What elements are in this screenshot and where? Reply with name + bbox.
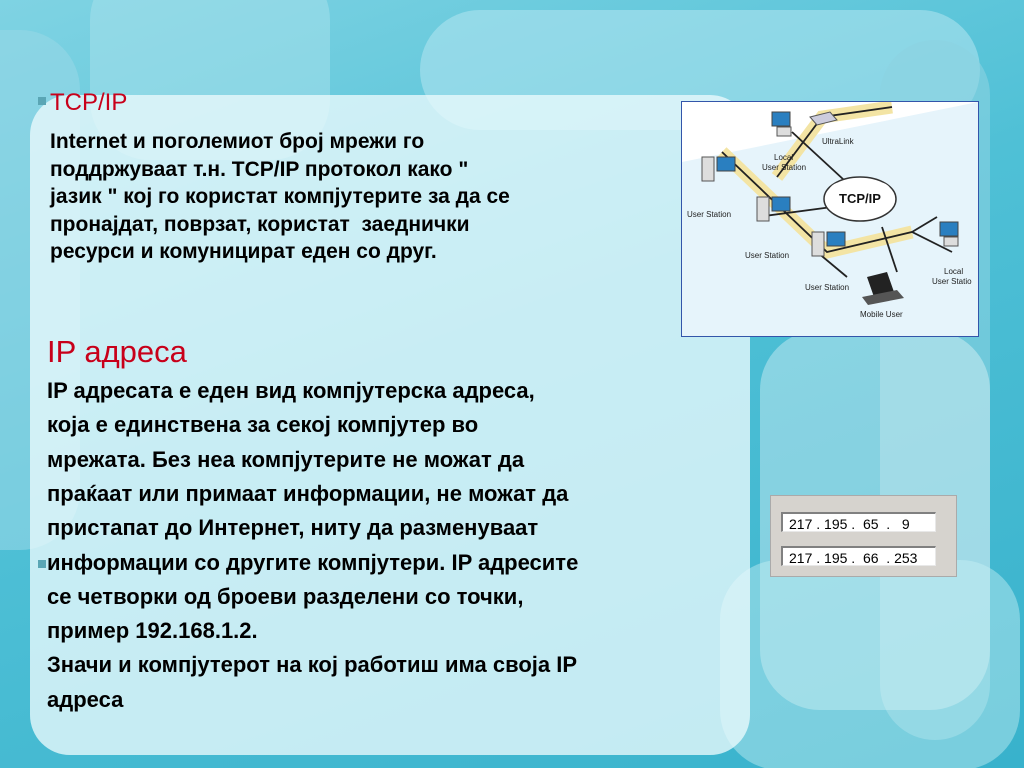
user-station-label: User Station	[745, 251, 790, 260]
ip-body-line: пристапат до Интернет, ниту да разменуваат	[47, 515, 539, 541]
local-station-label: Local User Statio	[932, 267, 972, 286]
tcp-ip-label: TCP/IP	[839, 191, 881, 206]
tcp-body-line: пронајдат, поврзат, користат заеднички	[50, 212, 470, 236]
network-diagram-image	[681, 101, 979, 337]
bullet-marker	[38, 97, 46, 105]
ip-body-line: мрежата. Без неа компјутерите не можат да	[47, 446, 525, 472]
ip-body-line: Значи и компјутерот на кој работиш има своја IP	[47, 652, 578, 678]
tcp-body-line: Internet и поголемиот број мрежи го	[50, 130, 425, 153]
bullet-marker	[38, 560, 46, 568]
user-station-label: User Station	[687, 210, 732, 219]
local-station-label: Local User Station	[762, 153, 807, 172]
ip-body-line: адреса	[47, 686, 124, 712]
tcp-body-line: поддржуваат т.н. TCP/IP протокол како "	[50, 157, 469, 181]
mobile-user-label: Mobile User	[860, 310, 903, 319]
network-diagram	[682, 102, 978, 336]
user-station-label: User Station	[805, 283, 850, 292]
ip-body-line: пример 192.168.1.2.	[47, 618, 258, 644]
ip-address-control-panel	[770, 495, 957, 577]
ip-body-line: која е единствена за секој компјутер во	[47, 412, 479, 438]
ip-address-field[interactable]: 217 . 195 . 66 . 253	[781, 546, 936, 566]
ip-body-line: информации со другите компјутери. IP адресите	[47, 549, 579, 575]
ip-body-line: IP адресата е еден вид компјутерска адреса,	[47, 378, 535, 403]
tcp-body-line: јазик " кој го користат компјутерите за да се	[50, 185, 510, 208]
ip-address-field[interactable]: 217 . 195 . 65 . 9	[781, 512, 936, 532]
computer-icon	[772, 112, 791, 136]
tcp-body-line: ресурси и комуницират еден со друг.	[50, 240, 437, 263]
ultralink-label: UltraLink	[822, 137, 854, 146]
background-shape	[720, 560, 1020, 768]
tcp-ip-heading: TCP/IP	[50, 89, 128, 116]
ip-body-line: праќаат или примаат информации, не можат да	[47, 480, 569, 506]
ip-body-line: се четворки од броеви разделени со точки,	[47, 583, 524, 609]
tcp-ip-cloud-icon	[824, 177, 896, 221]
ip-address-heading: IP адреса	[47, 334, 187, 369]
